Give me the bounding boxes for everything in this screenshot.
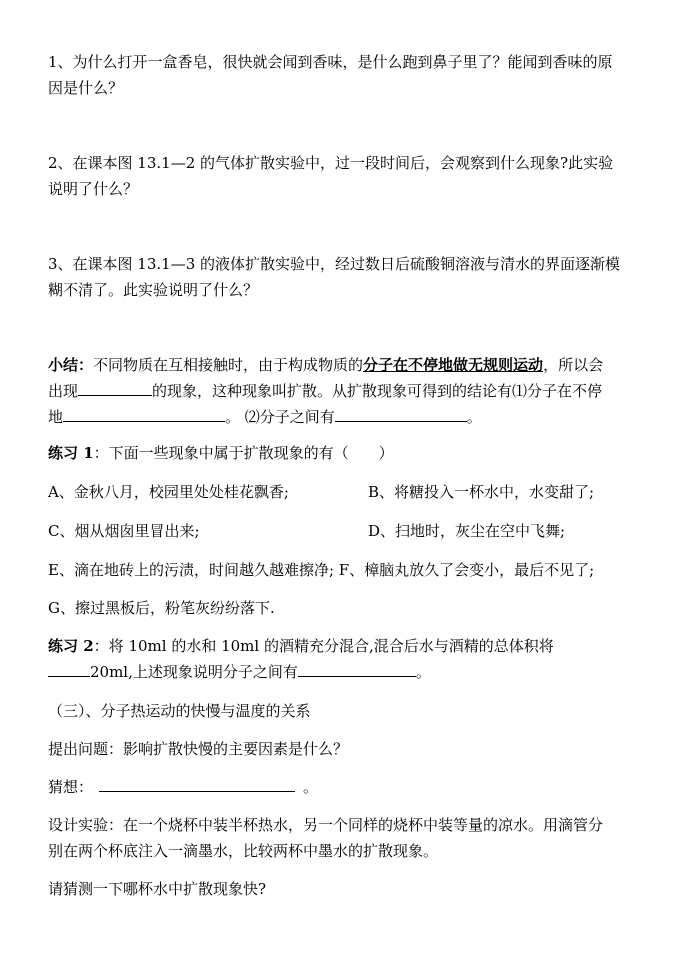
- guess-end: 。: [303, 778, 319, 796]
- fill-blank-motion[interactable]: [63, 407, 225, 422]
- exercise-1-label: 练习 1: [48, 444, 94, 462]
- exercise-2-line-1: [48, 636, 554, 656]
- option-g[interactable]: G、擦过黑板后，粉笔灰纷纷落下.: [48, 599, 275, 617]
- exercise-2-text-3: 。: [415, 663, 431, 681]
- question-2-line-1: 2、在课本图 13.1—2 的气体扩散实验中，过一段时间后，会观察到什么现象?此实验: [48, 154, 614, 172]
- summary-text-7: 。: [466, 408, 482, 426]
- section-3-title: （三）、分子热运动的快慢与温度的关系: [48, 702, 311, 720]
- exercise-2-text-2: 20ml,上述现象说明分子之间有: [90, 663, 298, 681]
- exercise-2-text: ：将 10ml 的水和 10ml 的酒精充分混合,混合后水与酒精的总体积将: [93, 637, 554, 655]
- section-3-question: 提出问题：影响扩散快慢的主要因素是什么？: [48, 740, 349, 758]
- fill-blank-volume[interactable]: [48, 662, 90, 677]
- summary-text-4: 的现象，这种现象叫扩散。从扩散现象可得到的结论有⑴分子在不停: [152, 382, 603, 400]
- summary-text-1: 不同物质在互相接触时，由于构成物质的: [93, 356, 364, 374]
- summary-text-6: 。 ⑵分子之间有: [225, 408, 335, 426]
- summary-text-5: 地: [48, 408, 64, 426]
- fill-blank-molecule-gap[interactable]: [298, 662, 416, 677]
- fill-blank-guess[interactable]: [99, 777, 295, 792]
- summary-line-3: [48, 407, 482, 427]
- exercise-2-line-2: [48, 662, 431, 682]
- section-3-design-line-2: 别在两个杯底注入一滴墨水，比较两杯中墨水的扩散现象。: [48, 842, 439, 860]
- option-e-f[interactable]: E、滴在地砖上的污渍，时间越久越难擦净; F、樟脑丸放久了会变小，最后不见了;: [48, 561, 595, 579]
- summary-label: 小结: [48, 356, 79, 374]
- question-3-line-1: 3、在课本图 13.1—3 的液体扩散实验中，经过数日后硫酸铜溶液与清水的界面逐渐模: [48, 255, 621, 273]
- summary-line-1: [48, 355, 603, 375]
- fill-blank-gap[interactable]: [335, 407, 467, 422]
- option-c[interactable]: C、烟从烟囱里冒出来;: [48, 522, 200, 540]
- section-3-design-line-1: 设计实验：在一个烧杯中装半杯热水，另一个同样的烧杯中装等量的凉水。用滴管分: [48, 816, 604, 834]
- option-a[interactable]: A、金秋八月，校园里处处桂花飘香;: [48, 483, 289, 501]
- summary-line-2: [48, 381, 602, 401]
- fill-blank-phenomenon[interactable]: [78, 381, 152, 396]
- exercise-1-text: ：下面一些现象中属于扩散现象的有（ ）: [93, 444, 394, 462]
- exercise-2-label: 练习 2: [48, 637, 94, 655]
- summary-text-3: 出现: [48, 382, 79, 400]
- summary-colon: ：: [78, 356, 94, 374]
- question-3-line-2: 糊不清了。此实验说明了什么？: [48, 281, 259, 299]
- summary-emphasis: 分子在不停地做无规则运动: [363, 356, 544, 374]
- section-3-predict: 请猜测一下哪杯水中扩散现象快?: [48, 880, 267, 898]
- summary-text-2: ，所以会: [543, 356, 604, 374]
- section-3-guess: [48, 777, 318, 797]
- exercise-1-prompt: [48, 443, 394, 463]
- question-1-line-2: 因是什么？: [48, 79, 124, 97]
- guess-label: 猜想：: [48, 778, 94, 796]
- option-d[interactable]: D、扫地时，灰尘在空中飞舞;: [368, 522, 566, 540]
- option-b[interactable]: B、将糖投入一杯水中，水变甜了;: [368, 483, 595, 501]
- question-2-line-2: 说明了什么？: [48, 180, 139, 198]
- question-1-line-1: 1、为什么打开一盒香皂，很快就会闻到香味，是什么跑到鼻子里了？能闻到香味的原: [48, 53, 613, 71]
